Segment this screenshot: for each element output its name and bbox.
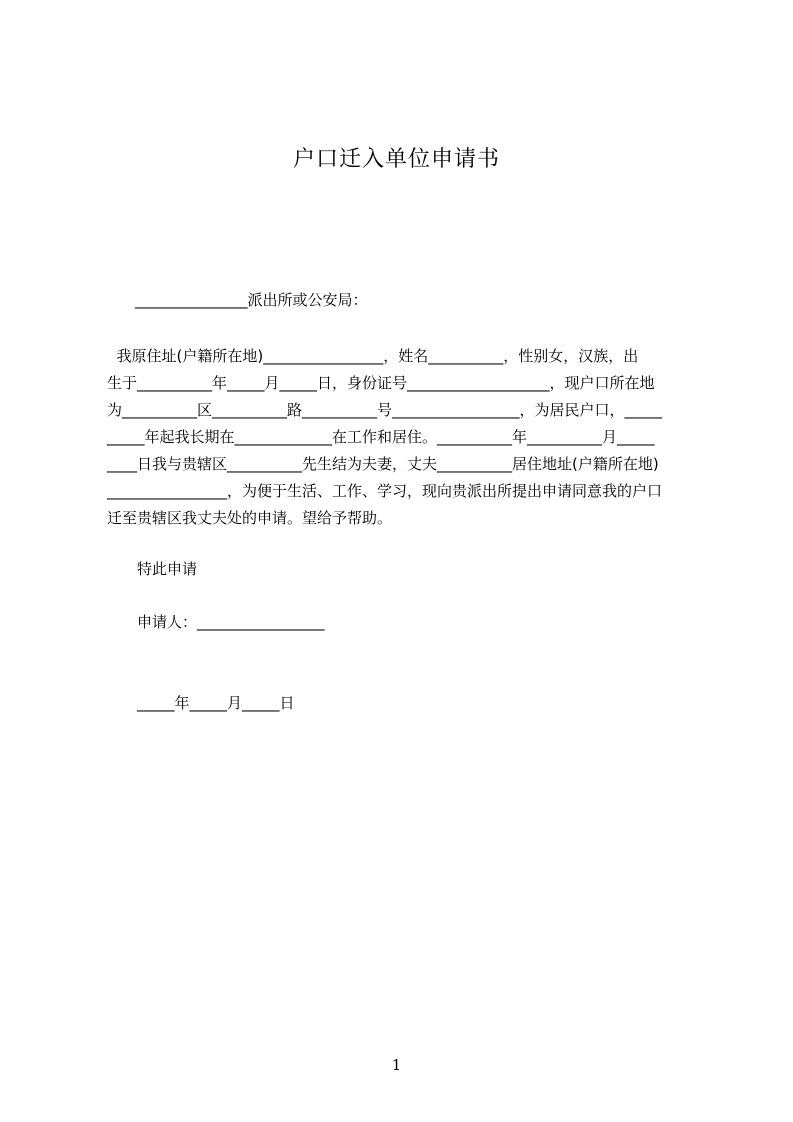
body-line-3: 为__________区__________路__________号_________________，为居民户口，_____ xyxy=(107,401,663,419)
page-number: 1 xyxy=(391,1056,402,1074)
body-line-2: 生于__________年_____月_____日，身份证号___________________，现户口所在地 xyxy=(107,374,655,392)
body-line-4: _____年起我长期在_____________在工作和居住。__________年__________月_____ xyxy=(107,428,655,446)
body-line-5: ____日我与贵辖区__________先生结为夫妻，丈夫__________居住地址(户籍所在地) xyxy=(107,455,659,473)
document-title: 户口迁入单位申请书 xyxy=(292,147,500,172)
body-line-6: ________________，为便于生活、工作、学习，现向贵派出所提出申请同意我的户口 xyxy=(107,482,663,500)
body-line-7: 迁至贵辖区我丈夫处的申请。望给予帮助。 xyxy=(107,509,393,527)
date-line: _____年_____月_____日 xyxy=(137,694,295,712)
addressee-line: _______________派出所或公安局： xyxy=(135,291,368,309)
closing-text: 特此申请 xyxy=(137,560,198,578)
body-line-1: 我原住址(户籍所在地)________________，姓名__________，性别女，汉族，出 xyxy=(107,347,639,365)
applicant-line: 申请人：_________________ xyxy=(137,613,325,631)
